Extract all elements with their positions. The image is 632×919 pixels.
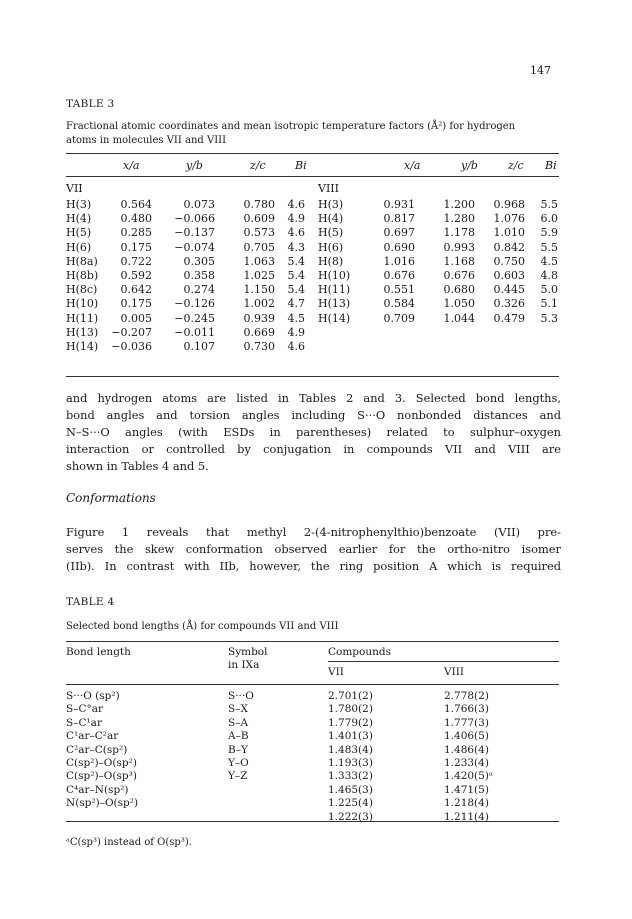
para2-line: (IIb). In contrast with IIb, however, the ring position A which is required xyxy=(66,559,561,573)
t3-left-row-label: H(10) xyxy=(66,297,99,311)
t3-right-cell: 0.603 xyxy=(493,269,525,282)
t3-right-cell: 0.817 xyxy=(383,212,415,226)
t3-left-cell: 0.005 xyxy=(120,311,152,325)
t3-right-cell: 5.0 xyxy=(540,283,558,297)
t4-value-cell: 1.218(4) xyxy=(444,797,489,810)
t4-value-cell: 1.766(3) xyxy=(444,703,489,716)
t3-left-cell: 0.175 xyxy=(120,297,152,311)
t4-value-cell: 1.465(3) xyxy=(328,783,373,796)
t3-left-cell: 0.073 xyxy=(183,198,215,211)
table3-label: TABLE 3 xyxy=(66,98,115,110)
t3-right-row-label: H(13) xyxy=(318,297,351,311)
table4-caption: Selected bond lengths (Å) for compounds VII and VIII xyxy=(66,621,339,632)
t3-right-cell: 1.016 xyxy=(383,254,415,268)
t3-right-cell: 0.584 xyxy=(383,297,415,311)
t4-value-cell: 2.701(2) xyxy=(328,690,373,702)
t4-bond-cell: C(sp²)–O(sp³) xyxy=(66,770,137,783)
t3-left-cell: 0.642 xyxy=(120,283,152,297)
t3-header-yb-right: y/b xyxy=(461,159,478,172)
table4-label: TABLE 4 xyxy=(66,596,115,608)
t3-left-cell: −0.126 xyxy=(174,297,215,311)
t3-left-cell: 0.285 xyxy=(120,226,152,240)
t3-left-row-label: H(13) xyxy=(66,325,99,339)
t4-value-cell: 1.401(3) xyxy=(328,730,373,743)
t3-left-cell: 4.7 xyxy=(287,297,305,311)
t4-bond-cell: C²ar–C(sp²) xyxy=(66,743,128,756)
t4-bond-cell: S–C¹ar xyxy=(66,716,102,729)
t4-header-compounds: Compounds xyxy=(328,646,391,658)
t3-left-cell: 0.480 xyxy=(120,212,152,226)
t3-left-cell: 0.705 xyxy=(243,240,275,254)
t4-symbol-cell: B–Y xyxy=(228,743,248,756)
t4-value-cell: 1.420(5)ᵃ xyxy=(444,770,493,783)
t4-header-symbol: Symbol xyxy=(228,646,268,658)
t3-header-zc-right: z/c xyxy=(508,159,524,172)
t3-left-cell: 0.592 xyxy=(120,269,152,282)
t3-header-xa-left: x/a xyxy=(123,159,140,172)
t3-right-cell: 0.326 xyxy=(493,297,525,311)
t3-left-row-label: H(4) xyxy=(66,212,92,226)
t3-left-row-label: H(8c) xyxy=(66,283,98,297)
t4-value-cell: 1.193(3) xyxy=(328,757,373,769)
t3-left-cell: 0.175 xyxy=(120,240,152,254)
t3-right-row-label: H(6) xyxy=(318,240,344,254)
t3-right-cell: 5.5 xyxy=(540,198,558,211)
t3-right-cell: 1.178 xyxy=(443,226,475,240)
t3-group-viii: VIII xyxy=(318,182,339,195)
t3-header-bi-left: Bi xyxy=(295,159,307,172)
t3-left-cell: 0.564 xyxy=(120,198,152,211)
t3-left-row-label: H(14) xyxy=(66,340,99,353)
t4-value-cell: 1.225(4) xyxy=(328,797,373,810)
para1-line: interaction or controlled by conjugation in compounds VII and VIII are xyxy=(66,442,561,456)
t3-left-cell: 0.107 xyxy=(183,340,215,353)
table3-bottom-rule xyxy=(66,376,559,377)
t3-right-row-label: H(10) xyxy=(318,269,351,282)
t3-group-vii: VII xyxy=(66,182,83,195)
t3-right-row-label: H(4) xyxy=(318,212,344,226)
para1-line: N–S···O angles (with ESDs in parentheses) related to sulphur–oxygen xyxy=(66,425,561,439)
section-heading: Conformations xyxy=(66,491,156,505)
t3-left-row-label: H(8b) xyxy=(66,269,99,282)
table4-header-rule xyxy=(66,684,559,685)
t3-header-yb-left: y/b xyxy=(186,159,203,172)
t3-left-cell: 1.150 xyxy=(243,283,275,297)
t4-symbol-cell: Y–O xyxy=(228,757,249,769)
table3-caption xyxy=(66,120,561,148)
t4-value-cell: 1.779(2) xyxy=(328,716,373,729)
t3-right-cell: 0.445 xyxy=(493,283,525,297)
t4-symbol-cell: Y–Z xyxy=(228,770,248,783)
t3-left-cell: −0.207 xyxy=(111,325,152,339)
t3-right-cell: 5.1 xyxy=(540,297,558,311)
t3-header-xa-right: x/a xyxy=(404,159,421,172)
t4-bond-cell: C⁴ar–N(sp²) xyxy=(66,783,129,796)
t4-bond-cell: S–C°ar xyxy=(66,703,104,716)
t4-value-cell: 1.233(4) xyxy=(444,757,489,769)
t3-left-cell: −0.011 xyxy=(174,325,215,339)
t3-left-cell: 4.6 xyxy=(287,340,305,353)
t4-header-viii: VIII xyxy=(444,666,465,678)
t3-left-row-label: H(8a) xyxy=(66,254,98,268)
t4-symbol-cell: S–X xyxy=(228,703,248,716)
t3-right-cell: 5.3 xyxy=(540,311,558,325)
t3-right-cell: 0.697 xyxy=(383,226,415,240)
t3-right-cell: 0.676 xyxy=(383,269,415,282)
t3-right-row-label: H(3) xyxy=(318,198,344,211)
t4-value-cell: 1.780(2) xyxy=(328,703,373,716)
t4-value-cell: 1.471(5) xyxy=(444,783,489,796)
t3-right-cell: 4.5 xyxy=(540,254,558,268)
t3-right-cell: 0.680 xyxy=(443,283,475,297)
t3-right-cell: 0.931 xyxy=(383,198,415,211)
t3-left-cell: 0.358 xyxy=(183,269,215,282)
table3-header-rule xyxy=(66,176,559,177)
t4-value-cell: 2.778(2) xyxy=(444,690,489,702)
t3-left-row-label: H(11) xyxy=(66,311,99,325)
para1-line: and hydrogen atoms are listed in Tables 2 and 3. Selected bond lengths, xyxy=(66,391,561,405)
t4-symbol-cell: A–B xyxy=(228,730,249,743)
t4-value-cell: 1.483(4) xyxy=(328,743,373,756)
t3-left-cell: 1.002 xyxy=(243,297,275,311)
t3-right-cell: 0.750 xyxy=(493,254,525,268)
t3-right-cell: 0.676 xyxy=(443,269,475,282)
table4-bottom-rule xyxy=(66,821,559,822)
t3-right-cell: 0.690 xyxy=(383,240,415,254)
t3-left-cell: 5.4 xyxy=(287,254,305,268)
t3-right-cell: 6.0 xyxy=(540,212,558,226)
t3-left-cell: 4.9 xyxy=(287,325,305,339)
t4-compounds-rule xyxy=(328,661,559,662)
t3-left-row-label: H(5) xyxy=(66,226,92,240)
t3-right-row-label: H(14) xyxy=(318,311,351,325)
t4-bond-cell: C¹ar–C²ar xyxy=(66,730,119,743)
t3-right-cell: 1.010 xyxy=(493,226,525,240)
t3-right-cell: 5.5 xyxy=(540,240,558,254)
t3-left-cell: −0.245 xyxy=(174,311,215,325)
t3-left-cell: 4.3 xyxy=(287,240,305,254)
t3-right-cell: 0.842 xyxy=(493,240,525,254)
t4-value-cell: 1.211(4) xyxy=(444,810,489,823)
t3-header-zc-left: z/c xyxy=(250,159,266,172)
para1-line: shown in Tables 4 and 5. xyxy=(66,459,209,473)
t3-right-cell: 1.076 xyxy=(493,212,525,226)
t3-right-cell: 0.993 xyxy=(443,240,475,254)
t3-right-cell: 5.9 xyxy=(540,226,558,240)
t3-right-cell: 4.8 xyxy=(540,269,558,282)
table3-top-rule xyxy=(66,153,559,154)
table3-caption-line1: Fractional atomic coordinates and mean isotropic temperature factors (Å²) for hydrogen xyxy=(66,121,516,132)
para2-line: serves the skew conformation observed earlier for the ortho-nitro isomer xyxy=(66,542,561,556)
t3-left-cell: 4.6 xyxy=(287,226,305,240)
t3-right-cell: 0.551 xyxy=(383,283,415,297)
t4-header-bond: Bond length xyxy=(66,646,131,658)
t3-left-row-label: H(3) xyxy=(66,198,92,211)
t3-left-row-label: H(6) xyxy=(66,240,92,254)
t4-symbol-cell: S–A xyxy=(228,716,249,729)
t3-right-cell: 1.044 xyxy=(443,311,475,325)
t3-left-cell: −0.137 xyxy=(174,226,215,240)
t3-left-cell: −0.066 xyxy=(174,212,215,226)
t3-left-cell: 5.4 xyxy=(287,283,305,297)
t4-symbol-cell: S···O xyxy=(228,690,254,702)
t3-left-cell: 0.730 xyxy=(243,340,275,353)
t3-left-cell: 0.274 xyxy=(183,283,215,297)
body-paragraph-1 xyxy=(66,390,561,475)
t3-right-cell: 0.479 xyxy=(493,311,525,325)
t3-right-cell: 1.168 xyxy=(443,254,475,268)
t3-right-cell: 1.200 xyxy=(443,198,475,211)
t3-left-cell: 0.573 xyxy=(243,226,275,240)
t3-left-cell: 0.722 xyxy=(120,254,152,268)
t3-left-cell: 4.5 xyxy=(287,311,305,325)
para1-line: bond angles and torsion angles including S···O nonbonded distances and xyxy=(66,408,561,422)
t4-bond-cell: C(sp²)–O(sp²) xyxy=(66,757,137,769)
t4-bond-cell: N(sp²)–O(sp²) xyxy=(66,797,139,810)
t4-header-symbol-2: in IXa xyxy=(228,659,260,671)
t3-left-cell: 0.609 xyxy=(243,212,275,226)
page-number: 147 xyxy=(530,64,551,77)
t3-left-cell: −0.036 xyxy=(111,340,152,353)
t3-left-cell: 0.669 xyxy=(243,325,275,339)
t3-right-row-label: H(5) xyxy=(318,226,344,240)
t3-right-row-label: H(11) xyxy=(318,283,351,297)
t3-left-cell: 1.025 xyxy=(243,269,275,282)
t3-left-cell: 1.063 xyxy=(243,254,275,268)
t4-value-cell: 1.406(5) xyxy=(444,730,489,743)
table3-caption-line2: atoms in molecules VII and VIII xyxy=(66,135,227,146)
t3-left-cell: 0.939 xyxy=(243,311,275,325)
t3-right-cell: 0.709 xyxy=(383,311,415,325)
t4-value-cell: 1.222(3) xyxy=(328,810,373,823)
t4-value-cell: 1.777(3) xyxy=(444,716,489,729)
t3-header-bi-right: Bi xyxy=(545,159,557,172)
t3-left-cell: −0.074 xyxy=(174,240,215,254)
t3-right-row-label: H(8) xyxy=(318,254,344,268)
t3-right-cell: 1.280 xyxy=(443,212,475,226)
para2-line: Figure 1 reveals that methyl 2-(4-nitrophenylthio)benzoate (VII) pre- xyxy=(66,525,561,539)
t4-header-vii: VII xyxy=(328,666,344,678)
t3-left-cell: 4.9 xyxy=(287,212,305,226)
t3-right-cell: 0.968 xyxy=(493,198,525,211)
t3-left-cell: 4.6 xyxy=(287,198,305,211)
t4-bond-cell: S···O (sp²) xyxy=(66,690,120,702)
t3-right-cell: 1.050 xyxy=(443,297,475,311)
t3-left-cell: 5.4 xyxy=(287,269,305,282)
t4-value-cell: 1.333(2) xyxy=(328,770,373,783)
table4-footnote: ᵃC(sp³) instead of O(sp³). xyxy=(66,837,192,848)
t4-value-cell: 1.486(4) xyxy=(444,743,489,756)
t3-left-cell: 0.305 xyxy=(183,254,215,268)
body-paragraph-2 xyxy=(66,524,561,575)
t3-left-cell: 0.780 xyxy=(243,198,275,211)
table4-top-rule xyxy=(66,641,559,642)
